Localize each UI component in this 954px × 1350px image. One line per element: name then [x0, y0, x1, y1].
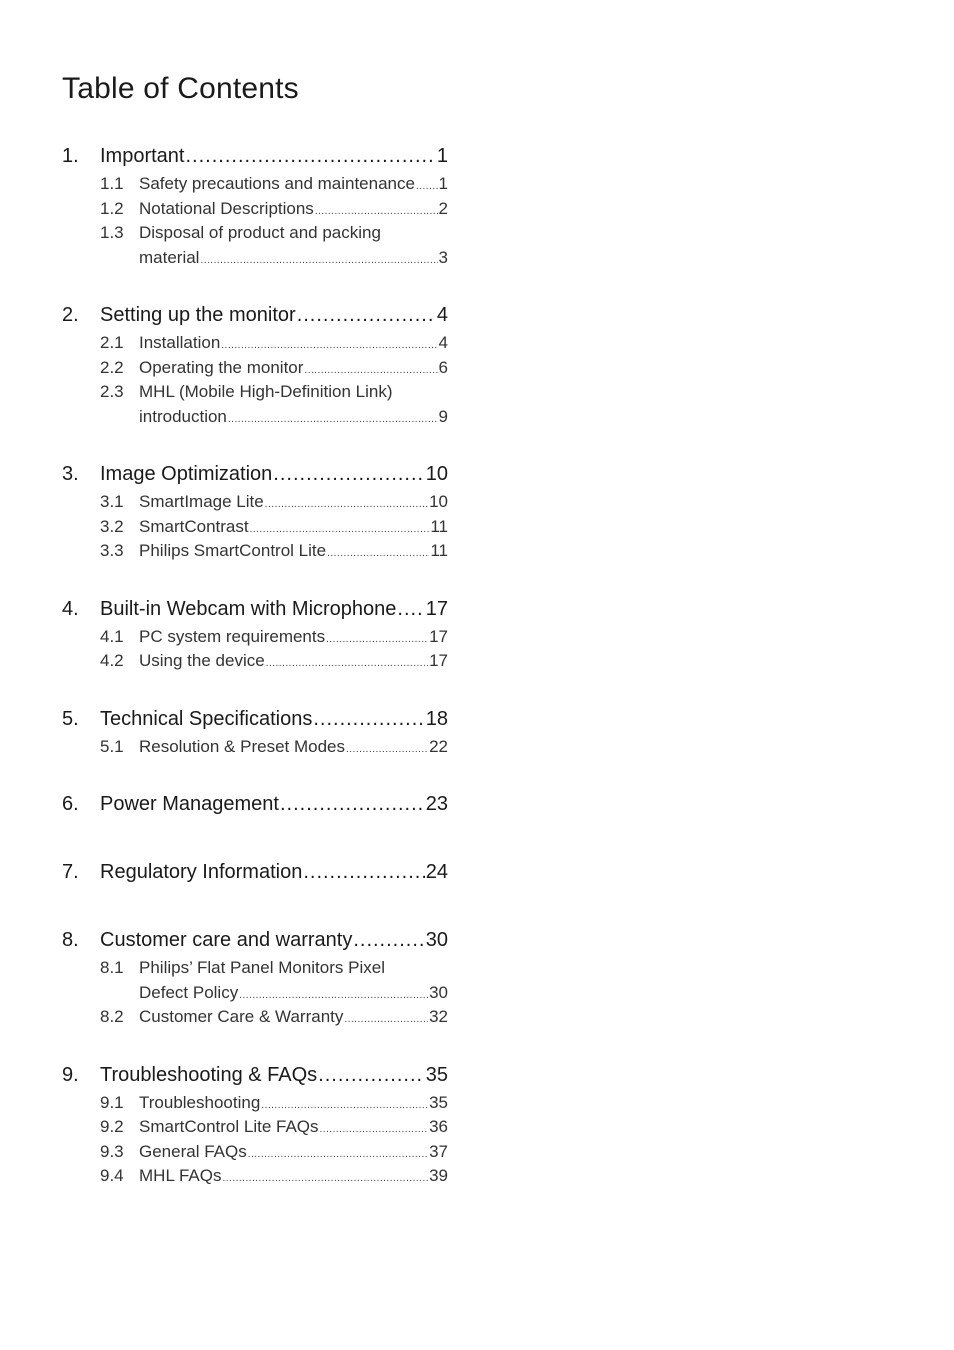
toc-entry-number: 2. — [62, 304, 79, 326]
toc-subentry-number: 9.3 — [100, 1141, 124, 1161]
toc-subentry-label: PC system requirements — [139, 626, 326, 646]
toc-subentry-2-2[interactable] — [62, 356, 448, 381]
toc-subentry-page: 10 — [429, 492, 448, 511]
toc-subentry-number: 3.2 — [100, 516, 124, 536]
dot-leader — [326, 628, 428, 653]
toc-subentry-page: 30 — [429, 982, 448, 1002]
toc-subentry-continuation[interactable] — [139, 981, 448, 1006]
toc-entry-8[interactable] — [62, 924, 448, 956]
toc-subentry-label: introduction — [139, 406, 227, 426]
toc-subentry-label: SmartControl Lite FAQs — [139, 1117, 319, 1136]
toc-entry-label: Built-in Webcam with Microphone — [100, 597, 397, 620]
toc-entry-page: 23 — [425, 793, 448, 815]
toc-subentry-4-1[interactable] — [62, 625, 448, 650]
dot-leader — [265, 493, 428, 518]
toc-subentry-8-2[interactable] — [62, 1005, 448, 1030]
toc-entry-label: Regulatory Information — [100, 861, 303, 883]
toc-subentry-3-1[interactable] — [62, 490, 448, 515]
toc-subentry-continuation[interactable] — [139, 405, 448, 430]
toc-subentry-1-2[interactable] — [62, 197, 448, 222]
page-title: Table of Contents — [62, 72, 299, 105]
toc-entry-page: 1 — [436, 145, 448, 167]
toc-entry-3[interactable] — [62, 458, 448, 490]
toc-subentry-label: Customer Care & Warranty — [139, 1007, 344, 1026]
toc-entry-number: 5. — [62, 707, 79, 730]
toc-subentry-number: 3.3 — [100, 541, 124, 560]
toc-entry-number: 1. — [62, 145, 79, 167]
toc-subentry-page: 4 — [438, 333, 448, 352]
toc-entry-number: 7. — [62, 861, 79, 883]
toc-subentry-number: 1.1 — [100, 174, 124, 193]
toc-subentry-number: 9.2 — [100, 1117, 124, 1136]
dot-leader — [416, 175, 438, 200]
toc-entry-label: Troubleshooting & FAQs — [100, 1063, 318, 1086]
toc-subentry-label: Defect Policy — [139, 982, 239, 1002]
toc-subentry-page: 22 — [429, 736, 448, 756]
toc-subentry-8-1[interactable] — [62, 956, 448, 981]
toc-subentry-page: 36 — [429, 1117, 448, 1136]
toc-entry-number: 6. — [62, 793, 79, 815]
toc-subentry-number: 2.3 — [100, 382, 124, 401]
toc-subentry-page: 1 — [438, 174, 448, 193]
toc-section — [62, 458, 448, 564]
toc-subentry-page: 2 — [438, 198, 448, 218]
dot-leader — [280, 788, 425, 820]
toc-entry-number: 8. — [62, 929, 79, 951]
toc-subentry-5-1[interactable] — [62, 735, 448, 760]
toc-subentry-label: Using the device — [139, 651, 265, 670]
toc-entry-label: Setting up the monitor — [100, 304, 296, 326]
toc-subentry-number: 5.1 — [100, 736, 124, 756]
toc-subentry-label: MHL FAQs — [139, 1166, 222, 1185]
toc-subentry-number: 4.1 — [100, 626, 124, 646]
toc-subentry-label: Troubleshooting — [139, 1092, 261, 1112]
toc-subentry-number: 2.2 — [100, 357, 124, 377]
toc-subentry-1-1[interactable] — [62, 172, 448, 197]
toc-subentry-number: 4.2 — [100, 651, 124, 670]
toc-entry-label: Power Management — [100, 793, 279, 815]
toc-subentry-label: Resolution & Preset Modes — [139, 736, 345, 756]
toc-subentry-label: SmartImage Lite — [139, 492, 264, 511]
toc-entry-number: 3. — [62, 463, 79, 485]
toc-subentry-page: 11 — [430, 541, 448, 560]
toc-section — [62, 788, 448, 820]
toc-subentry-1-3[interactable] — [62, 221, 448, 246]
toc-section — [62, 140, 448, 270]
dot-leader — [327, 542, 429, 567]
dot-leader — [297, 299, 436, 331]
toc-subentry-label: Notational Descriptions — [139, 198, 314, 218]
toc-subentry-page: 37 — [429, 1141, 448, 1161]
toc-subentry-number: 8.1 — [100, 958, 124, 977]
toc-entry-label: Image Optimization — [100, 463, 273, 485]
toc-section — [62, 593, 448, 674]
dot-leader — [223, 1167, 429, 1192]
dot-leader — [200, 249, 437, 274]
toc-entry-5[interactable] — [62, 703, 448, 735]
toc-subentry-label: Installation — [139, 333, 221, 352]
dot-leader — [318, 1059, 425, 1091]
dot-leader — [185, 140, 435, 172]
toc-entry-number: 4. — [62, 597, 79, 620]
toc-subentry-3-3[interactable] — [62, 539, 448, 564]
toc-subentry-label: SmartContrast — [139, 516, 249, 536]
toc-entry-2[interactable] — [62, 299, 448, 331]
toc-subentry-page: 35 — [429, 1092, 448, 1112]
toc-subentry-label: Operating the monitor — [139, 357, 304, 377]
dot-leader — [353, 924, 424, 956]
toc-subentry-number: 3.1 — [100, 492, 124, 511]
toc-entry-page: 35 — [425, 1063, 448, 1086]
toc-subentry-label-line1: Philips’ Flat Panel Monitors Pixel — [139, 958, 385, 977]
toc-subentry-number: 9.4 — [100, 1166, 124, 1185]
toc-subentry-number: 9.1 — [100, 1092, 124, 1112]
toc-subentry-label: Safety precautions and maintenance — [139, 174, 415, 193]
toc-subentry-number: 8.2 — [100, 1007, 124, 1026]
dot-leader — [228, 408, 438, 433]
table-of-contents — [62, 140, 448, 1218]
toc-subentry-page: 6 — [438, 357, 448, 377]
toc-subentry-page: 17 — [429, 651, 448, 670]
toc-subentry-number: 1.2 — [100, 198, 124, 218]
toc-subentry-label: material — [139, 247, 200, 267]
toc-subentry-2-1[interactable] — [62, 331, 448, 356]
toc-entry-label: Customer care and warranty — [100, 929, 353, 951]
toc-entry-page: 17 — [425, 597, 448, 620]
toc-entry-page: 4 — [436, 304, 448, 326]
toc-entry-6[interactable] — [62, 788, 448, 820]
toc-entry-1[interactable] — [62, 140, 448, 172]
toc-subentry-page: 3 — [438, 247, 448, 267]
dot-leader — [266, 652, 428, 677]
toc-subentry-page: 9 — [438, 406, 448, 426]
toc-section — [62, 856, 448, 888]
toc-section — [62, 924, 448, 1030]
dot-leader — [248, 1143, 428, 1168]
dot-leader — [320, 1118, 429, 1143]
toc-entry-7[interactable] — [62, 856, 448, 888]
toc-entry-label: Technical Specifications — [100, 707, 313, 730]
dot-leader — [303, 856, 424, 888]
dot-leader — [397, 593, 424, 625]
toc-subentry-2-3[interactable] — [62, 380, 448, 405]
toc-subentry-page: 39 — [429, 1166, 448, 1185]
toc-subentry-9-1[interactable] — [62, 1091, 448, 1116]
toc-subentry-label: General FAQs — [139, 1141, 247, 1161]
toc-section — [62, 299, 448, 429]
toc-subentry-page: 17 — [429, 626, 448, 646]
toc-subentry-continuation[interactable] — [139, 246, 448, 271]
toc-subentry-4-2[interactable] — [62, 649, 448, 674]
dot-leader — [344, 1008, 428, 1033]
toc-entry-9[interactable] — [62, 1059, 448, 1091]
toc-subentry-label-line1: Disposal of product and packing — [139, 223, 381, 242]
dot-leader — [273, 458, 424, 490]
toc-entry-page: 24 — [425, 861, 448, 883]
toc-subentry-number: 1.3 — [100, 223, 124, 242]
toc-subentry-label: Philips SmartControl Lite — [139, 541, 327, 560]
toc-subentry-page: 32 — [429, 1007, 448, 1026]
toc-subentry-9-2[interactable] — [62, 1115, 448, 1140]
toc-subentry-label-line1: MHL (Mobile High-Definition Link) — [139, 382, 393, 401]
toc-entry-label: Important — [100, 145, 185, 167]
toc-subentry-9-4[interactable] — [62, 1164, 448, 1189]
toc-entry-number: 9. — [62, 1063, 79, 1086]
dot-leader — [313, 703, 424, 735]
toc-subentry-page: 11 — [430, 516, 448, 536]
toc-entry-4[interactable] — [62, 593, 448, 625]
toc-entry-page: 30 — [425, 929, 448, 951]
toc-entry-page: 10 — [425, 463, 448, 485]
toc-subentry-9-3[interactable] — [62, 1140, 448, 1165]
dot-leader — [346, 738, 428, 763]
toc-section — [62, 1059, 448, 1189]
toc-entry-page: 18 — [425, 707, 448, 730]
toc-subentry-3-2[interactable] — [62, 515, 448, 540]
toc-section — [62, 703, 448, 760]
toc-subentry-number: 2.1 — [100, 333, 124, 352]
